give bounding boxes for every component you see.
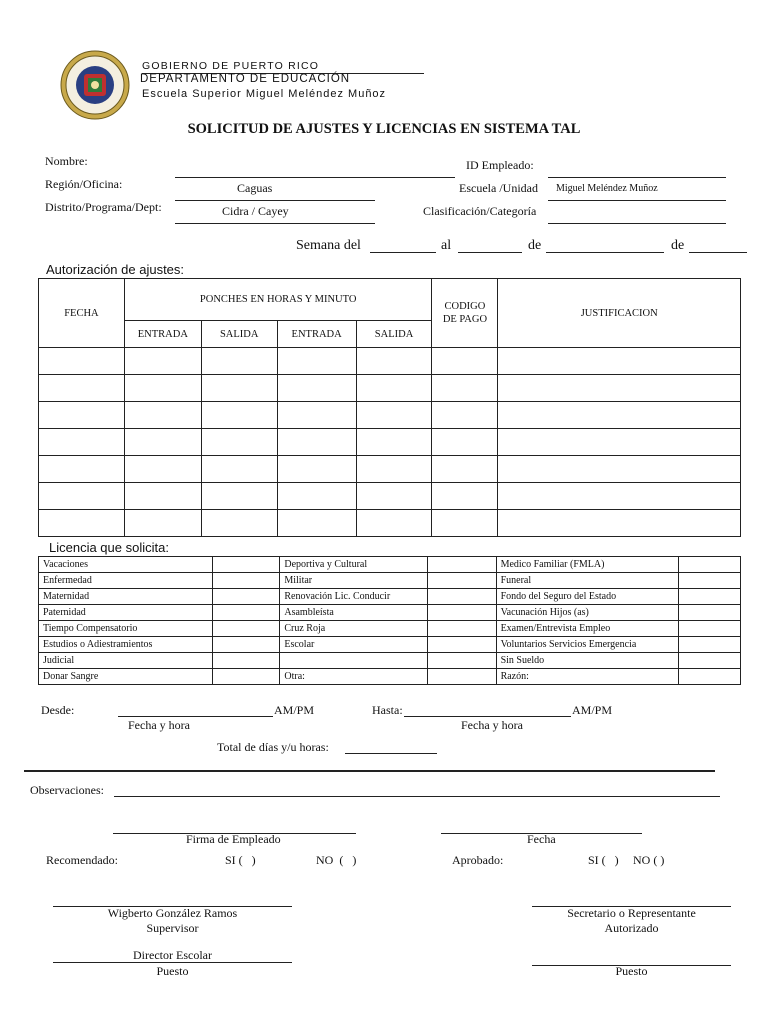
total-field[interactable] — [345, 753, 437, 754]
gov-name: GOBIERNO DE PUERTO RICO — [142, 60, 320, 72]
licencia-type-label: Funeral — [496, 573, 678, 589]
licencia-type-label: Donar Sangre — [39, 669, 213, 685]
col-fecha: FECHA — [39, 279, 125, 348]
desde-label: Desde: — [41, 703, 75, 717]
desde-fecha-hora-label: Fecha y hora — [128, 718, 190, 732]
table-row[interactable] — [39, 429, 741, 456]
col-codigo-pago: CODIGO DE PAGO — [432, 279, 498, 348]
licencia-type-label: Razón: — [496, 669, 678, 685]
licencia-mark-cell[interactable] — [212, 605, 279, 621]
col-entrada-2: ENTRADA — [277, 321, 356, 348]
semana-start-field[interactable] — [370, 252, 436, 253]
hasta-fecha-hora-label: Fecha y hora — [461, 718, 523, 732]
licencia-type-label: Voluntarios Servicios Emergencia — [496, 637, 678, 653]
licencia-row — [39, 605, 741, 621]
total-label: Total de días y/u horas: — [217, 740, 329, 754]
semana-de-year-label: de — [671, 238, 685, 253]
col-justificacion: JUSTIFICACION — [498, 279, 741, 348]
licencia-row — [39, 621, 741, 637]
col-salida-2: SALIDA — [356, 321, 432, 348]
recomendado-no-checkbox[interactable]: NO ( ) — [316, 853, 357, 867]
licencia-type-label: Escolar — [280, 637, 428, 653]
licencia-type-label: Cruz Roja — [280, 621, 428, 637]
table-row[interactable] — [39, 375, 741, 402]
licencia-mark-cell[interactable] — [212, 621, 279, 637]
table-row[interactable] — [39, 402, 741, 429]
nombre-label: Nombre: — [45, 154, 88, 168]
distrito-field[interactable] — [175, 223, 375, 224]
col-salida-1: SALIDA — [201, 321, 277, 348]
licencia-type-label: Paternidad — [39, 605, 213, 621]
nombre-field[interactable] — [175, 177, 455, 178]
form-title: SOLICITUD DE AJUSTES Y LICENCIAS EN SISTEMA TAL — [187, 121, 581, 137]
section-divider — [24, 770, 715, 772]
clasificacion-label: Clasificación/Categoría — [423, 204, 537, 218]
licencia-row — [39, 637, 741, 653]
id-empleado-label: ID Empleado: — [466, 158, 534, 172]
hasta-ampm: AM/PM — [572, 703, 613, 717]
clasificacion-field[interactable] — [548, 223, 726, 224]
licencia-mark-cell[interactable] — [212, 557, 279, 573]
table-row[interactable] — [39, 510, 741, 537]
licencia-section-label: Licencia que solicita: — [49, 540, 169, 555]
hasta-label: Hasta: — [372, 703, 403, 717]
licencia-row — [39, 653, 741, 669]
semana-al-label: al — [441, 238, 452, 253]
licencia-mark-cell[interactable] — [428, 557, 496, 573]
licencia-type-label: Militar — [280, 573, 428, 589]
escuela-field[interactable] — [548, 200, 726, 201]
licencia-type-label: Otra: — [280, 669, 428, 685]
licencia-mark-cell[interactable] — [678, 573, 740, 589]
director-name: Wigberto González Ramos — [107, 906, 238, 920]
licencia-mark-cell[interactable] — [212, 573, 279, 589]
licencia-mark-cell[interactable] — [212, 653, 279, 669]
licencia-mark-cell[interactable] — [428, 605, 496, 621]
licencia-type-label: Vacunación Hijos (as) — [496, 605, 678, 621]
licencia-mark-cell[interactable] — [678, 557, 740, 573]
school-name: Escuela Superior Miguel Meléndez Muñoz — [142, 88, 387, 100]
licencia-mark-cell[interactable] — [428, 621, 496, 637]
region-value: Caguas — [237, 181, 273, 195]
licencia-type-label: Tiempo Compensatorio — [39, 621, 213, 637]
puesto-label-1: Puesto — [156, 964, 189, 978]
licencia-mark-cell[interactable] — [678, 653, 740, 669]
licencia-type-label: Vacaciones — [39, 557, 213, 573]
licencia-type-label: Deportiva y Cultural — [280, 557, 428, 573]
licencia-mark-cell[interactable] — [678, 637, 740, 653]
licencia-type-label: Fondo del Seguro del Estado — [496, 589, 678, 605]
table-row[interactable] — [39, 456, 741, 483]
aprobado-no-checkbox[interactable]: NO ( ) — [633, 853, 665, 867]
licencia-type-label — [280, 653, 428, 669]
licencia-type-label: Judicial — [39, 653, 213, 669]
supervisor-label: Supervisor — [146, 921, 199, 935]
puerto-rico-seal — [60, 50, 130, 120]
distrito-label: Distrito/Programa/Dept: — [45, 200, 162, 214]
hasta-field[interactable] — [404, 716, 571, 717]
table-row[interactable] — [39, 348, 741, 375]
licencia-mark-cell[interactable] — [428, 637, 496, 653]
aprobado-label: Aprobado: — [452, 853, 504, 867]
escuela-label: Escuela /Unidad — [459, 181, 538, 195]
semana-end-field[interactable] — [458, 252, 522, 253]
licencia-mark-cell[interactable] — [428, 573, 496, 589]
licencia-table — [38, 556, 741, 685]
desde-field[interactable] — [118, 716, 273, 717]
col-ponches: PONCHES EN HORAS Y MINUTO — [124, 279, 432, 321]
escuela-value: Miguel Meléndez Muñoz — [556, 183, 658, 194]
autorizado-label: Autorizado — [604, 921, 659, 935]
licencia-mark-cell[interactable] — [428, 589, 496, 605]
licencia-mark-cell[interactable] — [678, 605, 740, 621]
licencia-type-label: Enfermedad — [39, 573, 213, 589]
table-row[interactable] — [39, 483, 741, 510]
licencia-row — [39, 557, 741, 573]
id-empleado-field[interactable] — [548, 177, 726, 178]
licencia-type-label: Renovación Lic. Conducir — [280, 589, 428, 605]
licencia-type-label: Medico Familiar (FMLA) — [496, 557, 678, 573]
semana-de-label: de — [528, 238, 542, 253]
firma-empleado-label: Firma de Empleado — [186, 832, 281, 846]
recomendado-si-checkbox[interactable]: SI ( ) — [225, 853, 256, 867]
semana-month-field[interactable] — [546, 252, 664, 253]
region-label: Región/Oficina: — [45, 177, 123, 191]
semana-year-field[interactable] — [689, 252, 747, 253]
licencia-type-label: Maternidad — [39, 589, 213, 605]
puesto-label-2: Puesto — [615, 964, 648, 978]
col-entrada-1: ENTRADA — [124, 321, 201, 348]
director-title: Director Escolar — [133, 948, 212, 962]
semana-label: Semana del — [296, 238, 361, 253]
licencia-type-label: Estudios o Adiestramientos — [39, 637, 213, 653]
ajustes-table — [38, 278, 741, 537]
licencia-mark-cell[interactable] — [678, 589, 740, 605]
ajustes-section-label: Autorización de ajustes: — [46, 262, 185, 277]
licencia-mark-cell[interactable] — [678, 669, 740, 685]
dept-name: DEPARTAMENTO DE EDUCACIÓN — [140, 73, 351, 85]
licencia-row — [39, 669, 741, 685]
puesto-line-1[interactable] — [53, 962, 292, 963]
distrito-value: Cidra / Cayey — [222, 204, 289, 218]
licencia-mark-cell[interactable] — [212, 589, 279, 605]
licencia-row — [39, 573, 741, 589]
licencia-row — [39, 589, 741, 605]
aprobado-si-checkbox[interactable]: SI ( ) — [588, 853, 619, 867]
observaciones-field[interactable] — [114, 796, 720, 797]
fecha-label: Fecha — [527, 832, 556, 846]
licencia-mark-cell[interactable] — [212, 669, 279, 685]
licencia-type-label: Sin Sueldo — [496, 653, 678, 669]
licencia-type-label: Asambleísta — [280, 605, 428, 621]
secretario-label: Secretario o Representante — [567, 906, 696, 920]
desde-ampm: AM/PM — [274, 703, 315, 717]
observaciones-label: Observaciones: — [30, 783, 104, 797]
licencia-type-label: Examen/Entrevista Empleo — [496, 621, 678, 637]
licencia-mark-cell[interactable] — [678, 621, 740, 637]
region-field[interactable] — [175, 200, 375, 201]
licencia-mark-cell[interactable] — [428, 669, 496, 685]
recomendado-label: Recomendado: — [46, 853, 118, 867]
licencia-mark-cell[interactable] — [428, 653, 496, 669]
licencia-mark-cell[interactable] — [212, 637, 279, 653]
